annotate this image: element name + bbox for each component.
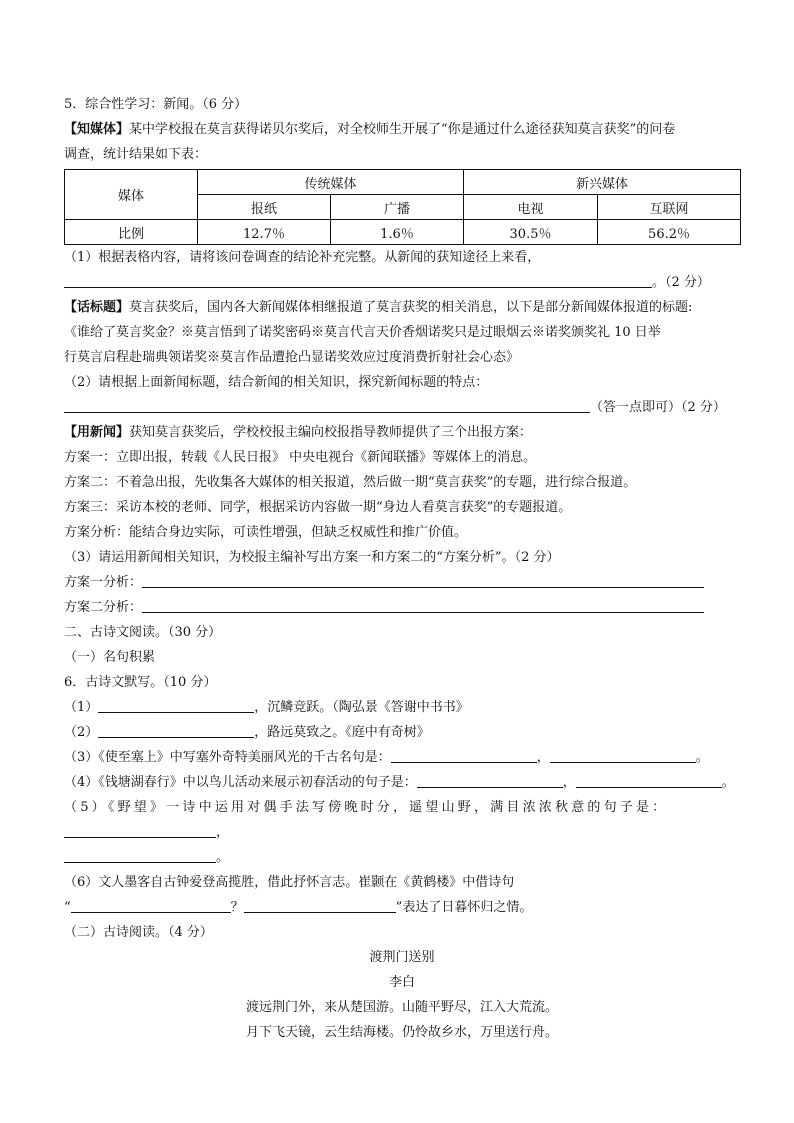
fill-6-line: [64, 895, 740, 920]
fill-2-number: （2）: [64, 725, 99, 740]
fill-3-text: （3）《使至塞上》中写塞外奇特美丽风光的千古名句是：: [64, 750, 391, 765]
table-col-internet: 互联网: [598, 195, 741, 220]
table-group-new: 新兴媒体: [464, 170, 741, 195]
fill-4: [64, 770, 740, 795]
plan2-analysis-label: 方案二分析：: [64, 600, 143, 615]
fill-3-blank-b[interactable]: [550, 748, 696, 763]
table-value-radio: 1.6％: [331, 220, 464, 245]
fill-5-text: （5）《野望》一诗中运用对偶手法写傍晚时分，遥望山野，满目浓浓秋意的句子是：: [64, 800, 669, 815]
fill-4-period: 。: [721, 775, 735, 790]
fill-5-line-a: [64, 820, 740, 845]
fill-4-blank-b[interactable]: [576, 773, 722, 788]
zhimeiti-text-1: 某中学校报在莫言获得诺贝尔奖后，对全校师生开展了“你是通过什么途径获知莫言获奖”的问卷: [129, 122, 676, 137]
exam-page: [64, 92, 740, 1045]
plan2-analysis-blank[interactable]: [142, 598, 704, 613]
huati-text-1: 莫言获奖后，国内各大新闻媒体相继报道了莫言获奖的相关消息，以下是部分新闻媒体报道的标题:: [129, 300, 693, 315]
sub2-answer-blank[interactable]: [64, 398, 590, 413]
huati-paragraph-line1: [64, 295, 740, 320]
fill-4-blank-a[interactable]: [417, 773, 563, 788]
fill-6-question-mark: ？: [230, 900, 244, 915]
yong-paragraph: [64, 420, 740, 445]
fill-5-blank-b[interactable]: [64, 848, 216, 863]
plan1-analysis-line: [64, 570, 740, 595]
huati-tag: 【话标题】: [64, 300, 130, 315]
fill-6-blank-a[interactable]: [71, 898, 231, 913]
fill-2-text: ，路远莫致之。《庭中有奇树》: [254, 725, 430, 740]
poem-title: 渡荆门送别: [369, 950, 435, 965]
poem-line-1: 渡远荆门外，来从楚国游。山随平野尽，江入大荒流。: [245, 1000, 558, 1015]
zhimeiti-text-2: 调查，统计结果如下表：: [64, 147, 208, 162]
table-col-tv: 电视: [464, 195, 598, 220]
fill-6-open-quote: “: [64, 900, 71, 915]
sub1-score: 。（2 分）: [652, 275, 710, 290]
plan-2: 方案二：不着急出报，先收集各大媒体的相关报道，然后做一期“莫言获奖”的专题，进行综合报道。: [64, 475, 637, 490]
fill-5-comma: ，: [216, 825, 230, 840]
section2-part1: （一）名句积累: [64, 650, 156, 665]
sub1-answer-line: [64, 270, 740, 295]
sub1-question: （1）根据表格内容，请将该问卷调查的结论补充完整。从新闻的获知途径上来看，: [64, 250, 541, 265]
yong-text: 获知莫言获奖后，学校校报主编向校报指导教师提供了三个出报方案：: [129, 425, 533, 440]
table-ratio-label: 比例: [65, 220, 198, 245]
fill-1-number: （1）: [64, 700, 99, 715]
fill-5-line-b: [64, 845, 740, 870]
fill-1: [64, 695, 740, 720]
sub1-answer-blank[interactable]: [64, 273, 652, 288]
fill-2: [64, 720, 740, 745]
section2-title: 二、古诗文阅读。（30 分）: [64, 625, 222, 640]
plan1-analysis-blank[interactable]: [142, 573, 704, 588]
fill-4-text: （4）《钱塘湖春行》中以鸟儿活动来展示初春活动的句子是：: [64, 775, 417, 790]
sub2-question: （2）请根据上面新闻标题，结合新闻的相关知识，探究新闻标题的特点：: [64, 375, 489, 390]
table-value-internet: 56.2％: [598, 220, 741, 245]
table-header-media: 媒体: [65, 170, 198, 220]
sub3-question: （3）请运用新闻相关知识，为校报主编补写出方案一和方案二的“方案分析”。（2 分）: [64, 550, 560, 565]
fill-2-blank[interactable]: [98, 723, 254, 738]
sub2-answer-line: [64, 395, 740, 420]
fill-3-comma: ，: [536, 750, 550, 765]
fill-1-blank[interactable]: [98, 698, 254, 713]
sub2-score: （答一点即可）（2 分）: [590, 400, 726, 415]
table-value-tv: 30.5％: [464, 220, 598, 245]
zhimeiti-paragraph-line1: [64, 117, 740, 142]
table-group-traditional: 传统媒体: [198, 170, 464, 195]
section2-part2: （二）古诗阅读。（4 分）: [64, 925, 213, 940]
fill-1-text: ，沉鳞竞跃。（陶弘景《答谢中书书》: [254, 700, 469, 715]
poem-line-2: 月下飞天镜，云生结海楼。仍怜故乡水，万里送行舟。: [245, 1025, 558, 1040]
huati-text-3: 行莫言启程赴瑞典领诺奖※莫言作品遭抢凸显诺奖效应过度消费折射社会心态》: [64, 350, 520, 365]
huati-text-2: 《谁给了莫言奖金？※莫言悟到了诺奖密码※莫言代言天价香烟诺奖只是过眼烟云※诺奖颁奖礼 10 日举: [64, 325, 661, 340]
fill-6-blank-b[interactable]: [244, 898, 396, 913]
fill-4-comma: ，: [562, 775, 576, 790]
table-value-newspaper: 12.7％: [198, 220, 331, 245]
media-survey-table: [64, 169, 741, 245]
q5-title: 5．综合性学习：新闻。（6 分）: [64, 97, 248, 112]
fill-5-blank-a[interactable]: [64, 823, 216, 838]
zhimeiti-tag: 【知媒体】: [64, 122, 130, 137]
fill-3: [64, 745, 740, 770]
yong-tag: 【用新闻】: [64, 425, 130, 440]
plan2-analysis-line: [64, 595, 740, 620]
poem-author: 李白: [388, 975, 415, 990]
table-col-newspaper: 报纸: [198, 195, 331, 220]
fill-3-blank-a[interactable]: [391, 748, 537, 763]
table-col-radio: 广播: [331, 195, 464, 220]
plan-1: 方案一：立即出报，转载《人民日报》 中央电视台《新闻联播》等媒体上的消息。: [64, 450, 537, 465]
fill-5-period: 。: [216, 850, 230, 865]
q6-title: 6．古诗文默写。（10 分）: [64, 675, 217, 690]
plan1-analysis-label: 方案一分析：: [64, 575, 143, 590]
fill-6-text: （6）文人墨客自古钟爱登高揽胜，借此抒怀言志。崔颢在《黄鹤楼》中借诗句: [64, 875, 515, 890]
plan-analysis: 方案分析：能结合身边实际，可读性增强，但缺乏权威性和推广价值。: [64, 525, 468, 540]
fill-3-period: 。: [695, 750, 709, 765]
plan-3: 方案三：采访本校的老师、同学，根据采访内容做一期“身边人看莫言获奖”的专题报道。: [64, 500, 572, 515]
fill-6-tail: ”表达了日暮怀归之情。: [395, 900, 533, 915]
